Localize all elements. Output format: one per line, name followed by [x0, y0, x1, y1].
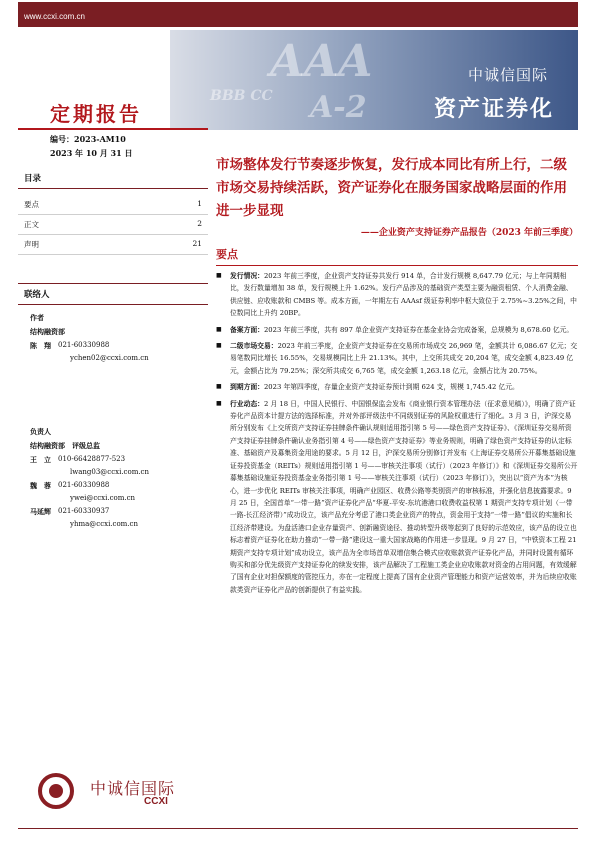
bullet-square-icon: ■ [216, 342, 222, 350]
contacts-heading: 联络人 [18, 283, 208, 305]
contact-email[interactable]: yhma@ccxi.com.cn [70, 520, 138, 528]
report-date: 2023 年 10 月 31 日 [50, 148, 133, 158]
hero-banner-image [170, 30, 578, 130]
contact-row [30, 479, 208, 492]
banner-decor-aaa: AAA [270, 36, 373, 87]
contact-row [30, 505, 208, 518]
contact-name: 马延辉 [30, 507, 51, 516]
contact-phone: 021-60330988 [58, 341, 110, 349]
bullet-square-icon: ■ [216, 383, 222, 391]
bullet-square-icon: ■ [216, 272, 222, 279]
bullet-lead: 发行情况： [230, 272, 264, 280]
logo-cn: 中诚信国际 [90, 779, 176, 798]
lead-dept: 结构融资部 评级总监 [30, 441, 100, 450]
bottom-divider [18, 828, 578, 829]
bullet-square-icon: ■ [216, 325, 222, 333]
bullet-text: 2023 年前三季度，企业资产支持证券共发行 914 单，合计发行规模 8,647.79 亿元；与上年同期相比，发行数量增加 38 单，发行规模上升 1.62%。发行产品涉及的基础资产类型主要为融资租赁、个人消费金融、供应链、应收账款和 CMBS 等。成本方面，一年期左右 AAAsf 级证券利率中枢大致位于 2.75%~3.25%之间，中位数同比上升约 20BP。 [230, 272, 577, 318]
title-underline [18, 128, 208, 130]
toc-label: 正文 [24, 220, 39, 229]
subheadline: ——企业资产支持证券产品报告（2023 年前三季度） [360, 228, 578, 238]
bullet-item [216, 340, 578, 377]
contact-name: 陈 翔 [30, 341, 51, 350]
site-url[interactable]: www.ccxi.com.cn [24, 12, 85, 21]
footer-logo [34, 772, 194, 812]
bullet-lead: 行业动态： [230, 399, 264, 408]
lead-label: 负责人 [30, 427, 51, 436]
toc-item[interactable] [18, 215, 208, 235]
contact-email[interactable]: ychen02@ccxi.com.cn [70, 354, 149, 362]
bullet-lead: 到期方面： [230, 383, 264, 392]
section-heading: 要点 [216, 246, 578, 266]
toc-page: 2 [197, 219, 202, 228]
toc-label: 要点 [24, 200, 39, 209]
banner-decor-bbb: BBB CC [210, 88, 273, 104]
contact-row [30, 339, 208, 352]
contact-name: 魏 蓉 [30, 481, 51, 490]
bullet-text: 2023 年前三季度，共有 897 单企业资产支持证券在基金业协会完成备案，总规模为 8,678.60 亿元。 [263, 325, 574, 334]
bullet-text: 2023 年第四季度，存量企业资产支持证券预计到期 624 支，规模 1,745.42 亿元。 [263, 383, 519, 392]
toc-page: 1 [197, 199, 202, 208]
top-divider [18, 26, 578, 27]
contact-row [30, 453, 208, 466]
banner-title: 资产证券化 [433, 97, 554, 122]
toc-label: 声明 [24, 240, 39, 249]
report-type: 定期报告 [50, 102, 142, 126]
contact-email[interactable]: lwang03@ccxi.com.cn [70, 468, 149, 476]
sidebar [18, 168, 208, 531]
banner-decor-a2: A-2 [310, 90, 367, 125]
bullet-lead: 二级市场交易： [230, 342, 278, 351]
bullet-text: 2023 年前三季度，企业资产支持证券在交易所市场成交 26,969 笔，金额共计 6,086.67 亿元；交易笔数同比增长 16.55%，交易规模同比上升 21.13%。其中，上交所共成交 20,204 笔，成交金额 4,823.49 亿元，金额占比为 79.25%；深交所共成交 6,765 笔，成交金额 1,263.18 亿元，金额占比为 20.75%。 [230, 342, 578, 375]
main-content [216, 154, 578, 596]
bullet-item [216, 381, 578, 393]
ccxi-logo-icon [34, 772, 84, 810]
top-banner [18, 2, 578, 26]
contact-phone: 010-66428877-523 [58, 455, 126, 463]
bullet-item [216, 324, 578, 336]
author-dept: 结构融资部 [30, 327, 65, 336]
toc-page: 21 [192, 239, 202, 248]
report-number: 编号：2023-AM10 [50, 134, 126, 144]
contact-email[interactable]: ywei@ccxi.com.cn [70, 494, 136, 502]
headline: 市场整体发行节奏逐步恢复，发行成本同比有所上行，二级市场交易持续活跃，资产证券化在服务国家战略层面的作用进一步显现 [216, 157, 567, 219]
bullet-square-icon: ■ [216, 399, 222, 407]
bullet-text: 2 月 18 日，中国人民银行、中国银保监会发布《商业银行资本管理办法（征求意见稿）》，明确了资产证券化产品资本计提方法的选择标准，并对外部评级法中不同级别证券的风险权重进行了细化。3 月 3 日，沪深交易所分别发布《上交所资产支持证券挂牌条件确认规则适用指引第 5 号——绿色资产支持证券》、《深圳证券交易所资产支持证券挂牌条件确认业务指引第 4 号——绿色资产支持证券》等业务规则，明确了绿色资产支持证券的认定标准、基础资产及募集资金用途的要求。5 月 12 日，沪深交易所分别修订并发布《上海证券交易所公开募集基础设施证券投资基金（REITs）规则适用指引第 1 号——审核关注事项（试行）（2023 年修订）》和《深圳证券交易所公开募集基础设施证券投资基金业务指引第 1 号——审核关注事项（试行）（2023 年修订）》，突出以“资产为本”为核心，进一步优化 REITs 审核关注事项，明确产业园区、收费公路等类别资产的审核标准，并强化信息披露要求。9 月 25 日，全国首单“一带一路”资产证券化产品“华夏-平安-东坑港港口收费收益权第 1 期资产支持专项计划（一带一路-长江经济带）”成功设立，该产品充分考虑了港口类企业资产的特点，资金用于支持“一带一路”倡议的实施和长江经济带建设。为盘活港口企业存量资产、创新融资途径、推动转型升级等起到了良好的示范效应，该产品的设立也标志着资产证券化在助力推动“一带一路”建设这一重大国家战略的作用进一步显现。9 月 27 日，“中铁资本工程 21 期资产支持专项计划”成功设立，该产品为全市场首单双增信集合模式应收账款资产证券化产品，并同时设置有循环购买和部分优先级资产支持证券化的续发安排，该产品解决了工程施工类企业应收账款对资金的占用问题，有效缓解了国有企业对担保额度的管控压力，亦在一定程度上提高了国有企业资产管理能力和资产运营效率，并为后续应收账款类资产证券化产品的创新提供了有益实践。 [230, 399, 578, 594]
logo-en: CCXI [144, 796, 168, 807]
toc-heading: 目录 [18, 168, 208, 189]
toc-item[interactable] [18, 195, 208, 215]
author-label: 作者 [30, 313, 44, 322]
bullet-item [216, 270, 578, 320]
bullet-lead: 备案方面： [230, 325, 264, 334]
toc-item[interactable] [18, 235, 208, 255]
contact-name: 王 立 [30, 455, 51, 464]
brand-name: 中诚信国际 [467, 66, 548, 84]
bullet-item [216, 398, 578, 597]
contact-phone: 021-60330988 [58, 481, 110, 489]
contact-phone: 021-60330937 [58, 507, 110, 515]
